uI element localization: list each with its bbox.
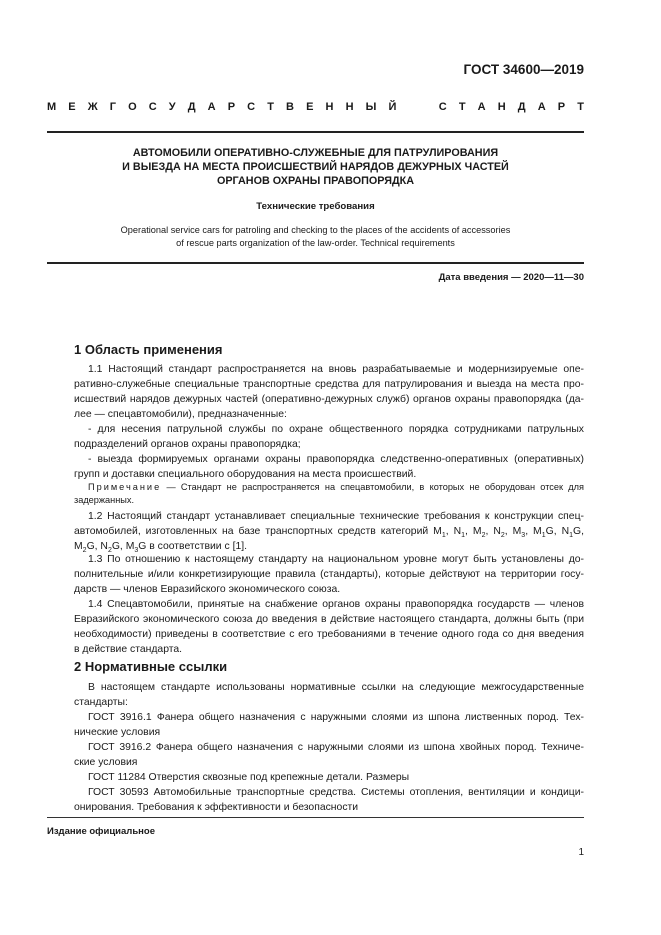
official-edition-label: Издание официальное bbox=[47, 826, 155, 837]
banner-letter: С bbox=[438, 101, 447, 113]
page-number: 1 bbox=[578, 847, 584, 858]
paragraph-1-2 bbox=[74, 510, 584, 558]
text-line: - для несения патрульной службы по охране общественного порядка сотрудниками патрульных bbox=[88, 424, 584, 435]
banner-letter: В bbox=[286, 101, 294, 113]
title-line-2: И ВЫЕЗДА НА МЕСТА ПРОИСШЕСТВИЙ НАРЯДОВ ДЕЖУРНЫХ ЧАСТЕЙ bbox=[122, 161, 509, 173]
text-line: В настоящем стандарте использованы нормативные ссылки на следующие межгосударственные bbox=[88, 682, 584, 693]
banner-letter: О bbox=[128, 101, 137, 113]
banner-letter: С bbox=[247, 101, 256, 113]
text-line: ГОСТ 11284 Отверстия сквозные под крепежные детали. Размеры bbox=[88, 772, 410, 783]
document-title bbox=[47, 146, 584, 188]
text-line: 1.4 Спецавтомобили, принятые на снабжение органов охраны правопорядка государств — членов bbox=[88, 599, 584, 610]
introduction-date: Дата введения — 2020—11—30 bbox=[438, 272, 584, 283]
english-title-line-1: Operational service cars for patroling and checking to the places of the accidents of accessories bbox=[120, 225, 511, 235]
text-line: ГОСТ 3916.2 Фанера общего назначения с наружными слоями из шпона хвойных пород. Техниче- bbox=[88, 742, 584, 753]
document-number: ГОСТ 34600—2019 bbox=[463, 62, 584, 77]
english-title-line-2: of rescue parts organization of the law-order. Technical requirements bbox=[176, 238, 455, 248]
section-1-heading: 1 Область применения bbox=[74, 342, 223, 357]
text-line: Евразийского экономического союза до введения в действие настоящего стандарта, должны быть (при bbox=[74, 614, 584, 625]
interstate-standard-banner bbox=[47, 101, 584, 113]
text-line: исшествий нарядов дежурных частей (оперативно-дежурных служб) органов охраны правопорядка (да- bbox=[74, 394, 584, 405]
banner-letter: Ж bbox=[87, 101, 98, 113]
top-rule bbox=[47, 131, 584, 133]
text-line: нические условия bbox=[74, 727, 161, 738]
banner-letter: С bbox=[148, 101, 157, 113]
document-subtitle: Технические требования bbox=[256, 201, 375, 212]
text-line: - выезда формируемых органами охраны правопорядка следственно-оперативных (оперативных) bbox=[88, 454, 584, 465]
banner-letter: А bbox=[207, 101, 216, 113]
note-label: Примечание bbox=[88, 482, 162, 492]
text-line: ГОСТ 30593 Автомобильные транспортные средства. Системы отопления, вентиляции и кондици- bbox=[88, 787, 584, 798]
text-line: подразделений органов охраны правопорядка; bbox=[74, 439, 301, 450]
english-title bbox=[47, 224, 584, 250]
note-text: — Стандарт не распространяется на спецавтомобили, в которых не оборудован отсек для bbox=[161, 482, 584, 492]
section-1-intro bbox=[74, 363, 584, 483]
title-line-1: АВТОМОБИЛИ ОПЕРАТИВНО-СЛУЖЕБНЫЕ ДЛЯ ПАТРУЛИРОВАНИЯ bbox=[132, 147, 499, 159]
note-text-line-2: задержанных. bbox=[74, 495, 135, 505]
banner-letter: Н bbox=[325, 101, 334, 113]
banner-letter: Н bbox=[345, 101, 354, 113]
banner-letter: Е bbox=[306, 101, 314, 113]
text-line: необходимости) приведены в соответствие с его требованиями в течение одного года со дня введения bbox=[74, 629, 584, 640]
banner-letter: Т bbox=[577, 101, 584, 113]
banner-letter: Р bbox=[227, 101, 236, 113]
title-rule bbox=[47, 262, 584, 264]
text-line: $M_2G$, $N_2G$, $M_3G$ в соответствии с [1]. bbox=[74, 541, 248, 555]
banner-letter: Н bbox=[497, 101, 506, 113]
paragraph-1-4 bbox=[74, 598, 584, 660]
text-line: ративно-служебные специальные транспортные средства для патрулирования и выезда на места про- bbox=[74, 379, 584, 390]
text-line: стандарты: bbox=[74, 697, 128, 708]
text-line: 1.1 Настоящий стандарт распространяется на вновь разрабатываемые и модернизируемые опе- bbox=[88, 364, 584, 375]
section-2-body bbox=[74, 681, 584, 811]
title-line-3: ОРГАНОВ ОХРАНЫ ПРАВОПОРЯДКА bbox=[216, 175, 415, 187]
banner-letter: Д bbox=[187, 101, 196, 113]
banner-letter: Й bbox=[388, 101, 397, 113]
text-line: онирования. Требования к эффективности и безопасности bbox=[74, 802, 359, 813]
text-line: в действие стандарта. bbox=[74, 644, 183, 655]
text-line: полнительные и/или конкретизирующие правила (стандарты), которые действуют на территории госу- bbox=[74, 569, 584, 580]
text-line: автомобилей, изготовленных на базе транспортных средств категорий $M_1$, $N_1$, $M_2$, $N_2$, $M_3$, $M_1G$, $N_1G$, bbox=[74, 526, 584, 540]
text-line: лее — спецавтомобили), предназначенные: bbox=[74, 409, 287, 420]
banner-letter: Т bbox=[267, 101, 274, 113]
banner-letter: Т bbox=[458, 101, 466, 113]
banner-letter: А bbox=[537, 101, 546, 113]
banner-letter bbox=[424, 101, 427, 113]
text-line: групп и доставки специального оборудования на места происшествий. bbox=[74, 469, 417, 480]
banner-letter: У bbox=[168, 101, 176, 113]
text-line: ские условия bbox=[74, 757, 138, 768]
footer-rule bbox=[47, 817, 584, 818]
banner-letter: Д bbox=[517, 101, 526, 113]
text-line: 1.2 Настоящий стандарт устанавливает специальные технические требования к конструкции спец- bbox=[88, 511, 584, 522]
banner-letter bbox=[408, 101, 411, 113]
banner-letter: Г bbox=[109, 101, 116, 113]
banner-letter: Р bbox=[557, 101, 566, 113]
text-line: ГОСТ 3916.1 Фанера общего назначения с наружными слоями из шпона лиственных пород. Тех- bbox=[88, 712, 584, 723]
section-2-heading: 2 Нормативные ссылки bbox=[74, 659, 228, 674]
banner-letter: Е bbox=[68, 101, 76, 113]
paragraph-1-3 bbox=[74, 553, 584, 601]
banner-letter: М bbox=[47, 101, 57, 113]
banner-letter: А bbox=[477, 101, 486, 113]
text-line: дарств — членов Евразийского экономического союза. bbox=[74, 584, 341, 595]
banner-letter: Ы bbox=[365, 101, 377, 113]
text-line: 1.3 По отношению к настоящему стандарту на национальном уровне могут быть установлены до- bbox=[88, 554, 584, 565]
